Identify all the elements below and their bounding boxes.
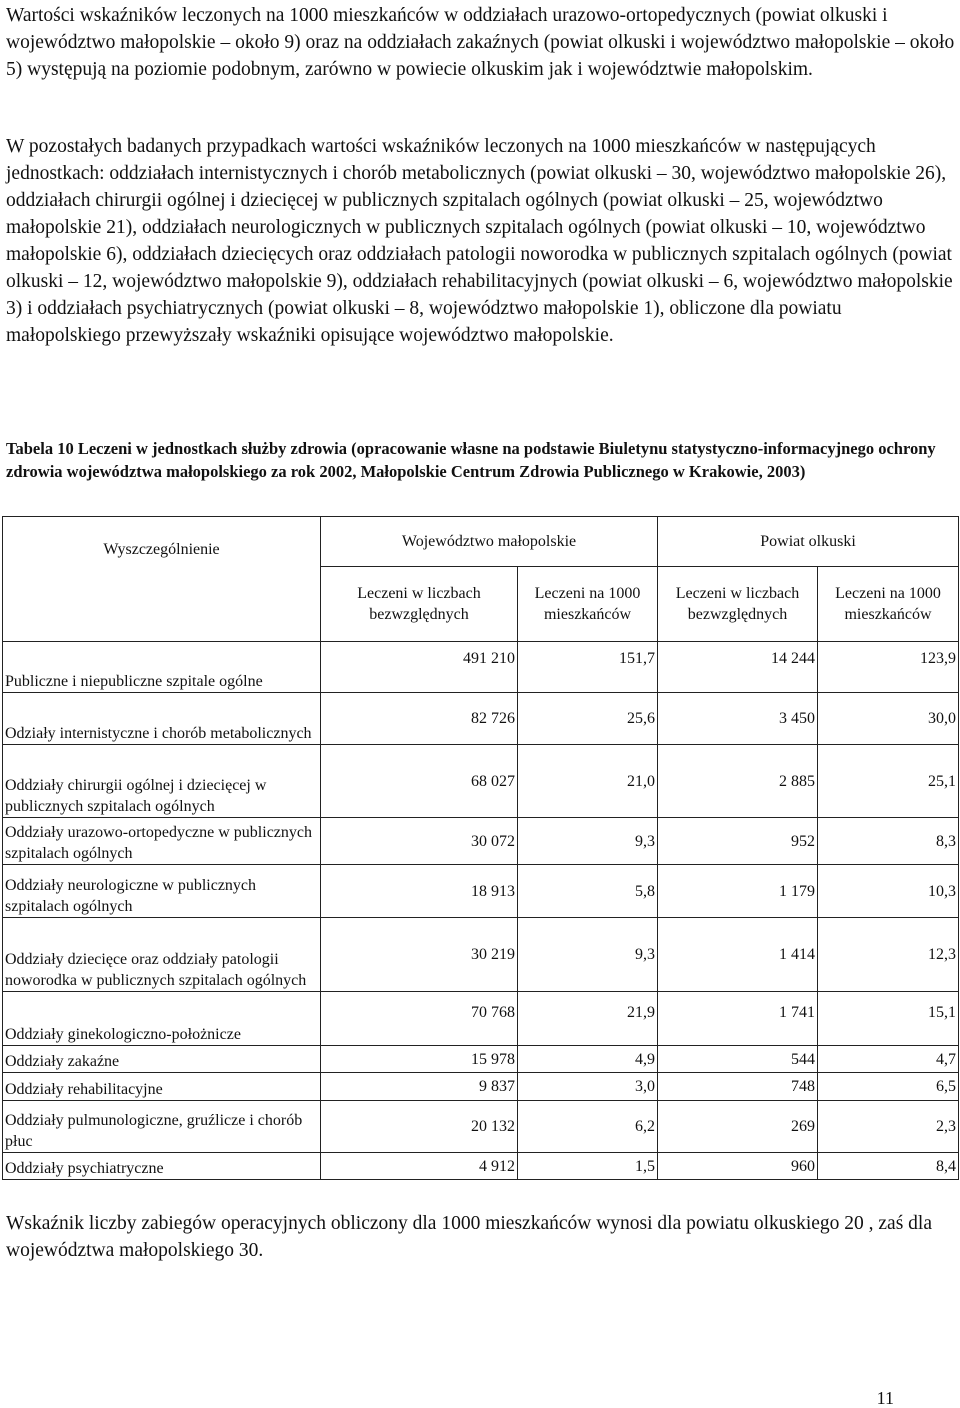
cell-voivodeship-rate: 6,2 [518,1101,658,1153]
group-header-county: Powiat olkuski [658,517,959,567]
cell-county-absolute: 748 [658,1073,818,1101]
cell-county-rate: 123,9 [818,642,959,693]
table-row [3,1073,959,1101]
cell-county-rate: 4,7 [818,1046,959,1073]
row-label: Oddziały chirurgii ogólnej i dziecięcej w publicznych szpitalach ogólnych [3,745,321,818]
cell-county-absolute: 3 450 [658,693,818,745]
cell-county-absolute: 960 [658,1153,818,1180]
page-number: 11 [876,1388,894,1408]
col-header-county-rate: Leczeni na 1000 mieszkańców [818,567,959,642]
cell-county-rate: 6,5 [818,1073,959,1101]
cell-county-absolute: 269 [658,1101,818,1153]
col-header-voivodeship-absolute: Leczeni w liczbach bezwzględnych [321,567,518,642]
group-header-voivodeship: Województwo małopolskie [321,517,658,567]
cell-voivodeship-absolute: 70 768 [321,992,518,1046]
cell-voivodeship-rate: 1,5 [518,1153,658,1180]
col-header-county-absolute: Leczeni w liczbach bezwzględnych [658,567,818,642]
cell-voivodeship-absolute: 491 210 [321,642,518,693]
cell-voivodeship-absolute: 82 726 [321,693,518,745]
cell-voivodeship-absolute: 9 837 [321,1073,518,1101]
table-caption: Tabela 10 Leczeni w jednostkach służby zdrowia (opracowanie własne na podstawie Biuletynu statystyczno-informacyjnego ochrony zdrowia województwa małopolskiego za rok 2002, Małopolskie Centrum Zdrowia Publicznego w Krakowie, 2003) [6,439,936,481]
cell-county-absolute: 14 244 [658,642,818,693]
row-label: Oddziały dziecięce oraz oddziały patologii noworodka w publicznych szpitalach ogólnych [3,918,321,992]
cell-voivodeship-rate: 21,0 [518,745,658,818]
cell-county-absolute: 2 885 [658,745,818,818]
intro-paragraph: Wartości wskaźników leczonych na 1000 mieszkańców w oddziałach urazowo-ortopedycznych (powiat olkuski i województwo małopolskie – około 9) oraz na oddziałach zakaźnych (powiat olkuski i województwo małopolskie – około 5) występują na poziomie podobnym, zarówno w powiecie olkuskim jak i województwie małopolskim. [6,5,955,80]
cell-voivodeship-absolute: 18 913 [321,865,518,918]
cell-county-rate: 8,3 [818,818,959,865]
cell-county-rate: 10,3 [818,865,959,918]
cell-county-rate: 30,0 [818,693,959,745]
table-row [3,642,959,693]
cell-county-rate: 8,4 [818,1153,959,1180]
cell-county-rate: 15,1 [818,992,959,1046]
cell-voivodeship-rate: 151,7 [518,642,658,693]
table-row [3,818,959,865]
cell-county-absolute: 1 741 [658,992,818,1046]
row-label: Publiczne i niepubliczne szpitale ogólne [3,642,321,693]
row-label: Oddziały urazowo-ortopedyczne w publicznych szpitalach ogólnych [3,818,321,865]
cell-county-rate: 25,1 [818,745,959,818]
cell-county-rate: 12,3 [818,918,959,992]
cell-voivodeship-rate: 9,3 [518,818,658,865]
row-label: Oddziały ginekologiczno-położnicze [3,992,321,1046]
table-row [3,865,959,918]
cell-voivodeship-rate: 21,9 [518,992,658,1046]
table-row [3,918,959,992]
row-label: Oddziały neurologiczne w publicznych szpitalach ogólnych [3,865,321,918]
cell-county-rate: 2,3 [818,1101,959,1153]
cell-voivodeship-absolute: 4 912 [321,1153,518,1180]
cell-voivodeship-absolute: 30 072 [321,818,518,865]
patients-table [2,516,959,1180]
table-row [3,1101,959,1153]
cell-voivodeship-rate: 5,8 [518,865,658,918]
table-row [3,1046,959,1073]
cell-voivodeship-rate: 9,3 [518,918,658,992]
cell-voivodeship-rate: 25,6 [518,693,658,745]
cell-voivodeship-absolute: 15 978 [321,1046,518,1073]
body-paragraph: W pozostałych badanych przypadkach wartości wskaźników leczonych na 1000 mieszkańców w następujących jednostkach: oddziałach internistycznych i chorób metabolicznych (powiat olkuski – 30, województwo małopolskie 26), oddziałach chirurgii ogólnej i dziecięcej w publicznych szpitalach ogólnych (powiat olkuski – 25, województwo małopolskie 21), oddziałach neurologicznych w publicznych szpitalach ogólnych (powiat olkuski – 10, województwo małopolskie 6), oddziałach dziecięcych oraz oddziałach patologii noworodka w publicznych szpitalach ogólnych (powiat olkuski – 12, województwo małopolskie 9), oddziałach rehabilitacyjnych (powiat olkuski – 6, województwo małopolskie 3) i oddziałach psychiatrycznych (powiat olkuski – 8, województwo małopolskie 1), obliczone dla powiatu małopolskiego przewyższały wskaźniki opisujące województwo małopolskie. [6,136,953,346]
row-header: Wyszczególnienie [3,517,321,642]
table-row [3,992,959,1046]
col-header-voivodeship-rate: Leczeni na 1000 mieszkańców [518,567,658,642]
table-row [3,1153,959,1180]
table-row [3,745,959,818]
row-label: Oddziały pulmunologiczne, gruźlicze i chorób płuc [3,1101,321,1153]
table-row [3,693,959,745]
cell-county-absolute: 952 [658,818,818,865]
row-label: Oddziały rehabilitacyjne [3,1073,321,1101]
cell-voivodeship-absolute: 68 027 [321,745,518,818]
closing-note: Wskaźnik liczby zabiegów operacyjnych obliczony dla 1000 mieszkańców wynosi dla powiatu olkuskiego 20 , zaś dla województwa małopolskiego 30. [6,1213,932,1261]
cell-voivodeship-rate: 3,0 [518,1073,658,1101]
cell-county-absolute: 1 414 [658,918,818,992]
row-label: Odziały internistyczne i chorób metabolicznych [3,693,321,745]
row-label: Oddziały psychiatryczne [3,1153,321,1180]
cell-county-absolute: 544 [658,1046,818,1073]
cell-voivodeship-rate: 4,9 [518,1046,658,1073]
cell-voivodeship-absolute: 30 219 [321,918,518,992]
cell-county-absolute: 1 179 [658,865,818,918]
cell-voivodeship-absolute: 20 132 [321,1101,518,1153]
row-label: Oddziały zakaźne [3,1046,321,1073]
